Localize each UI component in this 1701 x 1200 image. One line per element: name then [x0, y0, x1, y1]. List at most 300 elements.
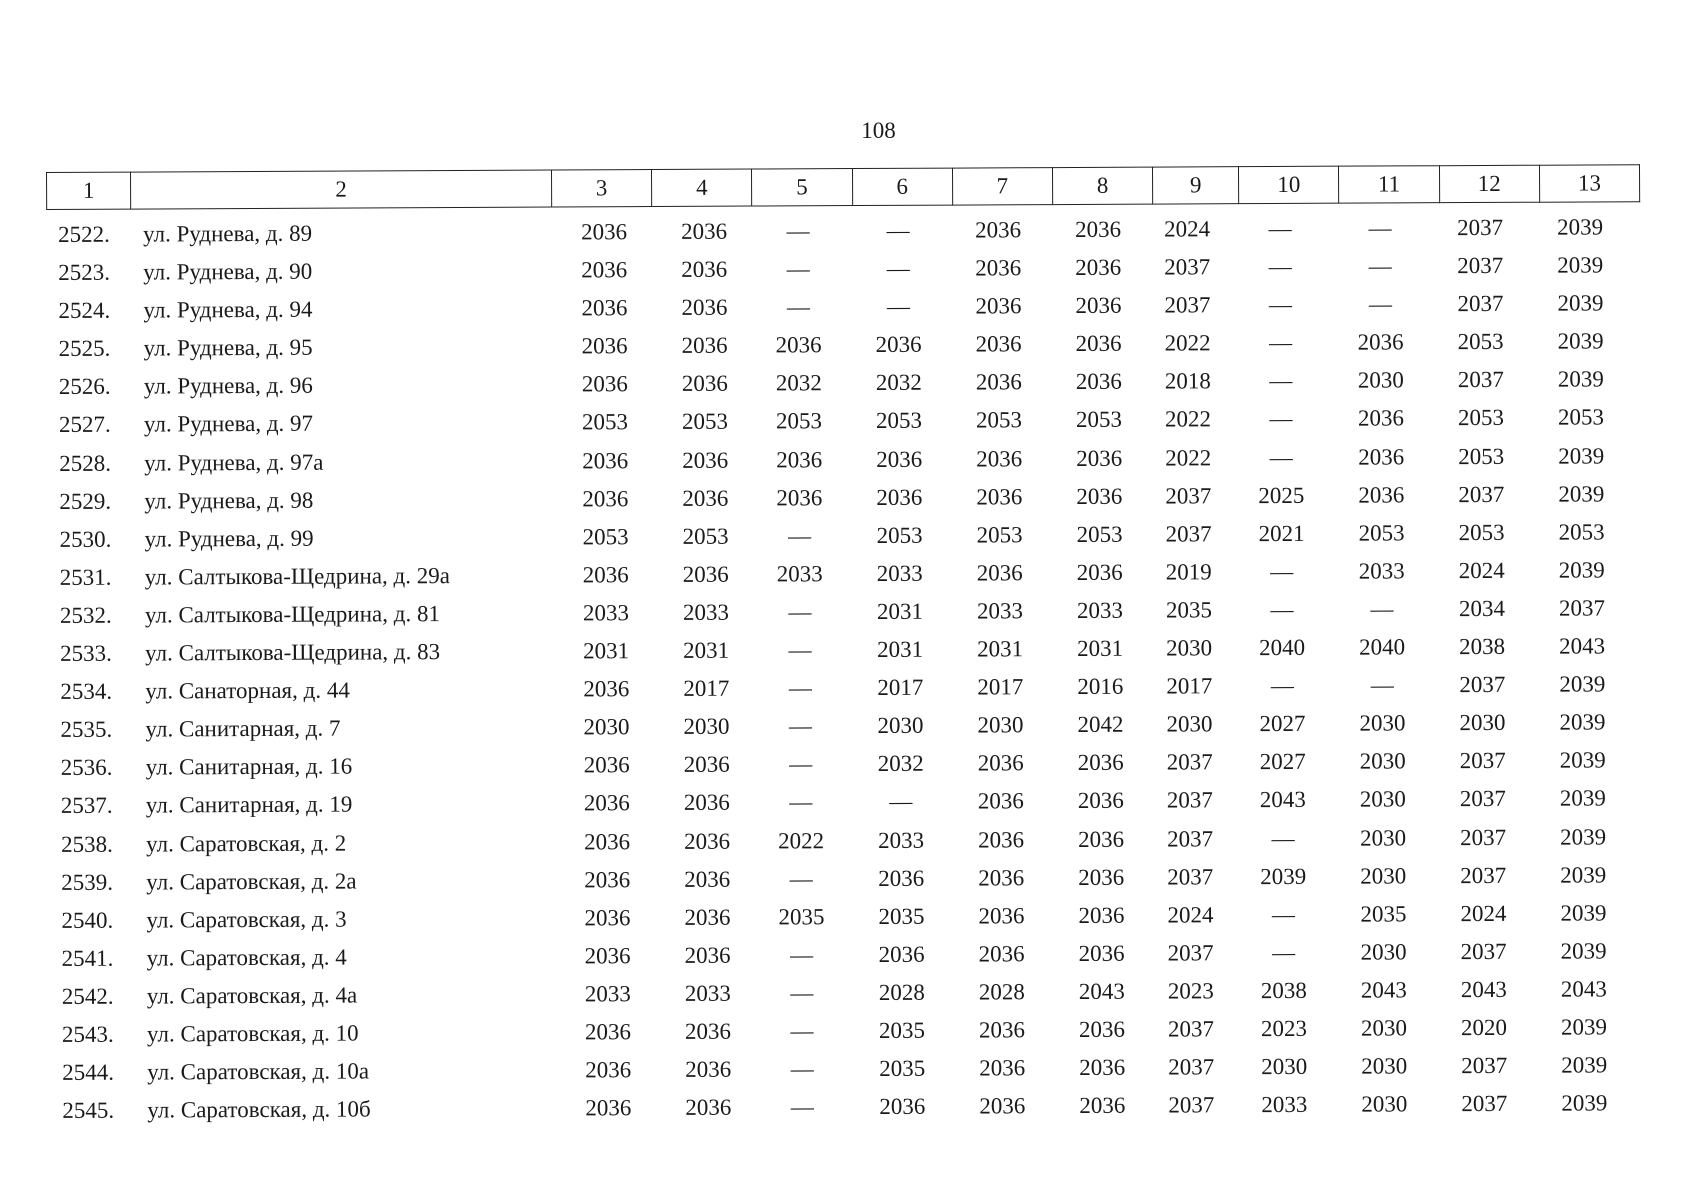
year-cell: 2053 — [975, 407, 1023, 433]
address-cell: ул. Санитарная, д. 7 — [145, 715, 341, 742]
year-cell: 2036 — [684, 1018, 732, 1044]
year-cell: 2039 — [1558, 481, 1605, 507]
year-cell: 2036 — [1075, 331, 1122, 357]
year-cell: 2037 — [1166, 825, 1214, 852]
year-cell: 2024 — [1458, 557, 1505, 583]
year-cell: — — [1269, 406, 1293, 432]
row-number: 2528. — [59, 450, 112, 476]
year-cell: 2036 — [683, 751, 730, 778]
year-cell: 2036 — [582, 562, 629, 588]
year-cell: 2037 — [1167, 940, 1214, 966]
year-cell: 2030 — [1361, 1091, 1408, 1117]
year-cell: 2017 — [1166, 673, 1213, 699]
year-cell: 2036 — [685, 1056, 732, 1082]
address-cell: ул. Саратовская, д. 10 — [146, 1020, 359, 1047]
year-cell: — — [1370, 672, 1394, 698]
year-cell: 2031 — [683, 637, 730, 663]
row-number: 2532. — [59, 602, 112, 628]
year-cell: 2037 — [1457, 291, 1504, 317]
row-number: 2533. — [60, 640, 112, 666]
year-cell: 2036 — [975, 293, 1022, 319]
year-cell: 2030 — [877, 712, 924, 739]
year-cell: — — [889, 789, 913, 815]
year-cell: 2031 — [977, 636, 1024, 662]
year-cell: 2036 — [776, 446, 823, 472]
year-cell: 2037 — [1457, 252, 1504, 279]
year-cell: 2031 — [876, 598, 923, 624]
header-cell: 13 — [1539, 165, 1639, 202]
year-cell: — — [1271, 825, 1295, 851]
year-cell: 2053 — [775, 408, 823, 434]
year-cell: 2037 — [1461, 1091, 1508, 1117]
year-cell: 2036 — [776, 484, 823, 511]
year-cell: 2036 — [975, 217, 1022, 243]
header-cell: 8 — [1052, 167, 1152, 204]
year-cell: 2036 — [976, 483, 1023, 510]
year-cell: 2038 — [1459, 633, 1506, 660]
year-cell: — — [1271, 901, 1295, 927]
year-cell: 2039 — [1557, 328, 1604, 354]
year-cell: 2036 — [584, 942, 631, 969]
header-cell: 7 — [952, 168, 1052, 205]
year-cell: 2037 — [1457, 367, 1504, 393]
year-cell: 2017 — [683, 675, 730, 702]
year-cell: 2037 — [1461, 1052, 1508, 1079]
header-cell: 3 — [551, 170, 651, 207]
year-cell: 2030 — [1360, 939, 1407, 965]
address-cell: ул. Саратовская, д. 4 — [146, 944, 347, 971]
header-cell: 6 — [852, 168, 952, 205]
address-cell: ул. Руднева, д. 97 — [143, 411, 314, 437]
row-number: 2539. — [61, 869, 114, 895]
row-number: 2536. — [60, 754, 113, 781]
year-cell: — — [1272, 939, 1296, 965]
year-cell: 2036 — [683, 828, 731, 854]
year-cell: 2036 — [582, 447, 629, 473]
year-cell: 2039 — [1561, 1052, 1608, 1078]
year-cell: — — [788, 675, 812, 701]
year-cell: 2036 — [975, 255, 1022, 281]
year-cell: — — [1270, 673, 1294, 699]
year-cell: — — [790, 1018, 814, 1044]
year-cell: 2035 — [1165, 597, 1212, 623]
year-cell: 2036 — [975, 331, 1022, 357]
year-cell: 2037 — [1459, 671, 1506, 698]
year-cell: 2036 — [1077, 750, 1124, 776]
year-cell: — — [790, 1094, 814, 1120]
address-cell: ул. Руднева, д. 90 — [143, 258, 313, 285]
year-cell: 2039 — [1560, 900, 1607, 926]
year-cell: 2039 — [1557, 252, 1604, 278]
year-cell: 2033 — [1358, 558, 1405, 584]
year-cell: 2036 — [1075, 254, 1122, 281]
year-cell: 2022 — [1164, 330, 1211, 356]
year-cell: 2036 — [878, 865, 925, 891]
address-cell: ул. Саратовская, д. 2 — [145, 830, 347, 857]
row-number: 2527. — [58, 412, 111, 438]
year-cell: 2030 — [1361, 1053, 1408, 1079]
year-cell: 2036 — [581, 371, 628, 397]
year-cell: 2030 — [1166, 635, 1213, 661]
address-cell: ул. Руднева, д. 94 — [143, 296, 313, 323]
year-cell: 2020 — [1460, 1014, 1508, 1041]
year-cell: — — [1268, 254, 1292, 280]
year-cell: 2039 — [1560, 1014, 1608, 1040]
year-cell: 2036 — [585, 1057, 632, 1083]
year-cell: 2030 — [1360, 862, 1407, 889]
year-cell: 2039 — [1561, 1090, 1608, 1116]
year-cell: 2030 — [1459, 710, 1506, 736]
year-cell: 2033 — [976, 598, 1023, 624]
year-cell: 2033 — [876, 560, 923, 586]
year-cell: 2039 — [1557, 290, 1604, 316]
year-cell: 2035 — [778, 903, 825, 930]
row-number: 2531. — [59, 564, 112, 590]
year-cell: 2022 — [1165, 444, 1212, 471]
year-cell: — — [1269, 444, 1293, 470]
year-cell: 2036 — [684, 942, 731, 968]
year-cell: 2018 — [1164, 368, 1211, 394]
row-number: 2541. — [61, 945, 114, 971]
year-cell: 2036 — [1076, 559, 1123, 585]
row-number: 2526. — [58, 374, 111, 400]
address-cell: ул. Салтыкова-Щедрина, д. 29а — [144, 562, 450, 590]
year-cell: 2036 — [583, 828, 631, 854]
year-cell: 2036 — [978, 1017, 1026, 1043]
year-cell: 2053 — [1457, 405, 1505, 431]
year-cell: 2036 — [1078, 902, 1125, 928]
year-cell: 2037 — [1460, 862, 1507, 888]
year-cell: 2033 — [1076, 597, 1123, 623]
year-cell: 2039 — [1559, 671, 1606, 697]
year-cell: 2037 — [1460, 938, 1507, 964]
year-cell: 2036 — [583, 752, 630, 778]
year-cell: — — [1269, 330, 1293, 356]
year-cell: 2035 — [878, 1017, 926, 1043]
year-cell: 2036 — [775, 332, 822, 358]
address-cell: ул. Руднева, д. 97а — [144, 449, 324, 476]
year-cell: — — [788, 637, 812, 663]
row-number: 2534. — [60, 678, 113, 705]
year-cell: 2036 — [684, 904, 731, 930]
year-cell: 2036 — [1357, 405, 1405, 432]
address-cell: ул. Саратовская, д. 2а — [146, 868, 357, 895]
year-cell: 2024 — [1164, 216, 1211, 242]
address-cell: ул. Руднева, д. 96 — [143, 373, 313, 399]
year-cell: 2039 — [1557, 214, 1604, 240]
year-cell: 2030 — [977, 712, 1024, 738]
year-cell: 2036 — [583, 790, 630, 816]
page-number: 108 — [861, 118, 896, 143]
year-cell: 2031 — [1077, 635, 1124, 661]
row-number: 2530. — [59, 526, 112, 552]
row-number: 2523. — [58, 259, 111, 286]
year-cell: 2037 — [1459, 786, 1506, 812]
year-cell: 2036 — [1357, 329, 1404, 355]
year-cell: 2024 — [1167, 901, 1214, 928]
year-cell: 2053 — [1457, 329, 1504, 355]
row-number: 2524. — [58, 297, 111, 324]
year-cell: 2040 — [1259, 634, 1306, 661]
year-cell: 2036 — [1078, 940, 1125, 966]
header-cell: 4 — [652, 169, 752, 206]
year-cell: 2036 — [976, 560, 1023, 586]
year-cell: 2030 — [583, 714, 630, 740]
address-cell: ул. Саратовская, д. 3 — [146, 906, 347, 933]
year-cell: 2037 — [1166, 749, 1213, 775]
year-cell: 2036 — [1076, 445, 1123, 471]
year-cell: 2036 — [684, 866, 731, 892]
address-cell: ул. Руднева, д. 89 — [143, 220, 313, 247]
year-cell: 2036 — [875, 332, 922, 358]
year-cell: 2030 — [1166, 711, 1213, 737]
year-cell: 2035 — [879, 1055, 926, 1082]
year-cell: 2036 — [581, 257, 628, 283]
year-cell: 2037 — [1167, 1016, 1215, 1042]
year-cell: 2017 — [877, 674, 924, 701]
header-cell: 11 — [1339, 166, 1439, 203]
year-cell: 2036 — [876, 484, 923, 510]
year-cell: 2038 — [1260, 977, 1307, 1003]
header-row — [47, 165, 1640, 210]
year-cell: 2036 — [1075, 216, 1122, 242]
year-cell: 2036 — [977, 826, 1025, 852]
year-cell: 2033 — [584, 981, 631, 1007]
year-cell: 2032 — [875, 370, 922, 396]
year-cell: 2033 — [684, 980, 731, 1006]
address-cell: ул. Руднева, д. 98 — [144, 487, 314, 514]
year-cell: 2036 — [976, 445, 1023, 472]
year-cell: 2036 — [1078, 864, 1125, 890]
year-cell: — — [789, 789, 813, 815]
address-cell: ул. Руднева, д. 95 — [143, 334, 313, 361]
year-cell: — — [1368, 291, 1392, 317]
year-cell: 2033 — [877, 827, 925, 853]
year-cell: 2036 — [682, 561, 729, 587]
year-cell: 2016 — [1077, 673, 1124, 700]
year-cell: 2036 — [1076, 483, 1123, 509]
year-cell: 2036 — [681, 256, 728, 282]
year-cell: 2053 — [1075, 407, 1123, 433]
year-cell: 2036 — [583, 676, 630, 702]
year-cell: 2034 — [1458, 595, 1505, 622]
year-cell: — — [786, 256, 810, 282]
row-number: 2545. — [62, 1097, 115, 1124]
year-cell: 2053 — [1458, 443, 1505, 469]
year-cell: 2036 — [978, 902, 1025, 929]
year-cell: 2036 — [1075, 369, 1122, 395]
year-cell: — — [1370, 596, 1394, 622]
year-cell: — — [1270, 558, 1294, 584]
address-cell: ул. Санитарная, д. 19 — [145, 791, 353, 818]
row-number: 2525. — [58, 335, 111, 362]
year-cell: 2037 — [1166, 787, 1213, 813]
year-cell: 2043 — [1560, 976, 1607, 1002]
year-cell: 2036 — [977, 788, 1024, 814]
row-number: 2535. — [60, 716, 113, 743]
address-cell: ул. Руднева, д. 99 — [144, 525, 314, 552]
year-cell: 2032 — [775, 370, 822, 396]
year-cell: 2036 — [979, 1055, 1026, 1081]
year-cell: 2039 — [1558, 557, 1605, 583]
year-cell: 2024 — [1460, 900, 1507, 926]
year-cell: — — [886, 255, 910, 281]
year-cell: 2037 — [1459, 748, 1506, 774]
year-cell: 2030 — [1359, 748, 1406, 774]
year-cell: 2030 — [683, 713, 730, 740]
row-number: 2543. — [61, 1021, 114, 1047]
year-cell: 2023 — [1167, 978, 1214, 1004]
year-cell: 2039 — [1559, 747, 1606, 773]
year-cell: 2042 — [1077, 711, 1124, 738]
year-cell: 2037 — [1558, 595, 1605, 621]
year-cell: 2036 — [584, 1019, 632, 1045]
year-cell: 2036 — [685, 1094, 732, 1121]
year-cell: 2037 — [1165, 482, 1212, 509]
year-cell: 2030 — [1357, 367, 1404, 393]
header-cell: 5 — [752, 169, 852, 206]
year-cell: — — [1368, 253, 1392, 279]
year-cell: 2053 — [875, 408, 923, 434]
column-header-table — [46, 164, 1640, 210]
address-cell: ул. Саратовская, д. 4а — [146, 982, 358, 1009]
year-cell: 2040 — [1359, 634, 1406, 660]
year-cell: 2053 — [1358, 520, 1405, 546]
year-cell: 2036 — [1078, 1016, 1126, 1042]
year-cell: 2036 — [585, 1095, 632, 1121]
year-cell: 2039 — [1560, 938, 1607, 964]
year-cell: 2037 — [1167, 863, 1214, 890]
year-cell: 2036 — [682, 447, 729, 473]
year-cell: 2037 — [1164, 254, 1211, 280]
year-cell: 2039 — [1557, 366, 1604, 392]
year-cell: — — [1269, 368, 1293, 394]
year-cell: 2033 — [776, 561, 823, 587]
year-cell: 2033 — [682, 599, 729, 625]
year-cell: 2035 — [1360, 901, 1407, 927]
year-cell: 2030 — [1359, 824, 1407, 851]
year-cell: 2053 — [1076, 521, 1123, 547]
header-cell: 1 — [47, 172, 131, 209]
year-cell: 2053 — [581, 409, 629, 435]
year-cell: 2037 — [1168, 1054, 1215, 1080]
year-cell: 2036 — [878, 941, 925, 967]
year-cell: 2043 — [1460, 976, 1507, 1002]
year-cell: — — [786, 294, 811, 320]
year-cell: 2037 — [1459, 824, 1507, 850]
year-cell: 2022 — [1164, 406, 1212, 433]
year-cell: — — [788, 523, 812, 549]
year-cell: 2030 — [1359, 710, 1406, 736]
row-number: 2529. — [59, 488, 112, 514]
year-cell: 2017 — [977, 674, 1024, 700]
address-cell: ул. Саратовская, д. 10б — [147, 1096, 371, 1123]
year-cell: 2053 — [976, 521, 1023, 548]
header-cell: 2 — [131, 170, 552, 209]
year-cell: 2039 — [1559, 709, 1606, 735]
year-cell: 2022 — [777, 827, 825, 853]
year-cell: 2028 — [878, 979, 925, 1005]
year-cell: 2036 — [581, 219, 628, 245]
year-cell: 2030 — [1261, 1053, 1308, 1080]
year-cell: 2037 — [1458, 481, 1505, 507]
year-cell: 2036 — [977, 750, 1024, 776]
year-cell: 2035 — [878, 903, 925, 929]
year-cell: 2036 — [581, 333, 628, 359]
year-cell: — — [789, 751, 813, 777]
year-cell: 2036 — [681, 218, 728, 244]
year-cell: 2030 — [1360, 1015, 1408, 1041]
year-cell: 2036 — [978, 941, 1025, 967]
year-cell: 2036 — [1075, 292, 1122, 319]
year-cell: 2033 — [582, 600, 629, 626]
year-cell: 2036 — [1079, 1092, 1126, 1119]
year-cell: 2027 — [1259, 749, 1306, 775]
year-cell: 2036 — [1358, 482, 1405, 508]
year-cell: 2031 — [877, 636, 924, 662]
header-cell: 9 — [1153, 167, 1239, 204]
year-cell: 2036 — [681, 371, 728, 397]
year-cell: 2053 — [582, 523, 629, 550]
year-cell: 2053 — [682, 523, 729, 549]
year-cell: 2036 — [584, 904, 631, 931]
year-cell: — — [886, 293, 911, 320]
year-cell: 2036 — [876, 446, 923, 472]
year-cell: 2036 — [879, 1093, 926, 1120]
year-cell: 2039 — [1260, 863, 1307, 889]
year-cell: — — [790, 942, 814, 968]
row-number: 2522. — [58, 221, 110, 247]
year-cell: 2028 — [978, 979, 1025, 1005]
year-cell: 2036 — [1079, 1054, 1126, 1081]
header-cell: 10 — [1239, 166, 1339, 203]
year-cell: 2037 — [1457, 214, 1504, 241]
year-cell: 2031 — [583, 638, 630, 664]
year-cell: 2027 — [1259, 711, 1306, 737]
year-cell: 2039 — [1560, 861, 1607, 888]
year-cell: 2036 — [978, 864, 1025, 891]
year-cell: 2036 — [681, 332, 728, 359]
address-cell: ул. Салтыкова-Щедрина, д. 81 — [144, 601, 440, 628]
year-cell: 2036 — [1077, 826, 1125, 852]
header-cell: 12 — [1439, 165, 1539, 202]
year-cell: 2036 — [1077, 788, 1124, 814]
year-cell: 2032 — [877, 751, 924, 777]
address-cell: ул. Санаторная, д. 44 — [145, 677, 350, 704]
year-cell: 2043 — [1078, 978, 1125, 1004]
year-cell: 2053 — [876, 522, 923, 548]
address-cell: ул. Салтыкова-Щедрина, д. 83 — [145, 639, 441, 666]
year-cell: 2025 — [1258, 482, 1305, 508]
year-cell: 2036 — [682, 485, 729, 511]
year-cell: 2036 — [683, 790, 730, 816]
year-cell: 2023 — [1260, 1015, 1308, 1042]
year-cell: 2053 — [1557, 404, 1605, 431]
row-number: 2544. — [62, 1059, 114, 1085]
year-cell: 2036 — [975, 369, 1022, 395]
year-cell: 2039 — [1559, 785, 1606, 812]
year-cell: 2019 — [1165, 559, 1212, 585]
table-body — [46, 210, 1660, 1132]
year-cell: — — [789, 865, 813, 891]
address-cell: ул. Санитарная, д. 16 — [145, 753, 353, 780]
year-cell: — — [786, 218, 810, 244]
year-cell: 2033 — [1261, 1092, 1308, 1118]
year-cell: 2053 — [1458, 519, 1505, 545]
year-cell: 2053 — [1558, 519, 1605, 545]
year-cell: 2053 — [681, 409, 729, 435]
table-row — [50, 1086, 1660, 1132]
